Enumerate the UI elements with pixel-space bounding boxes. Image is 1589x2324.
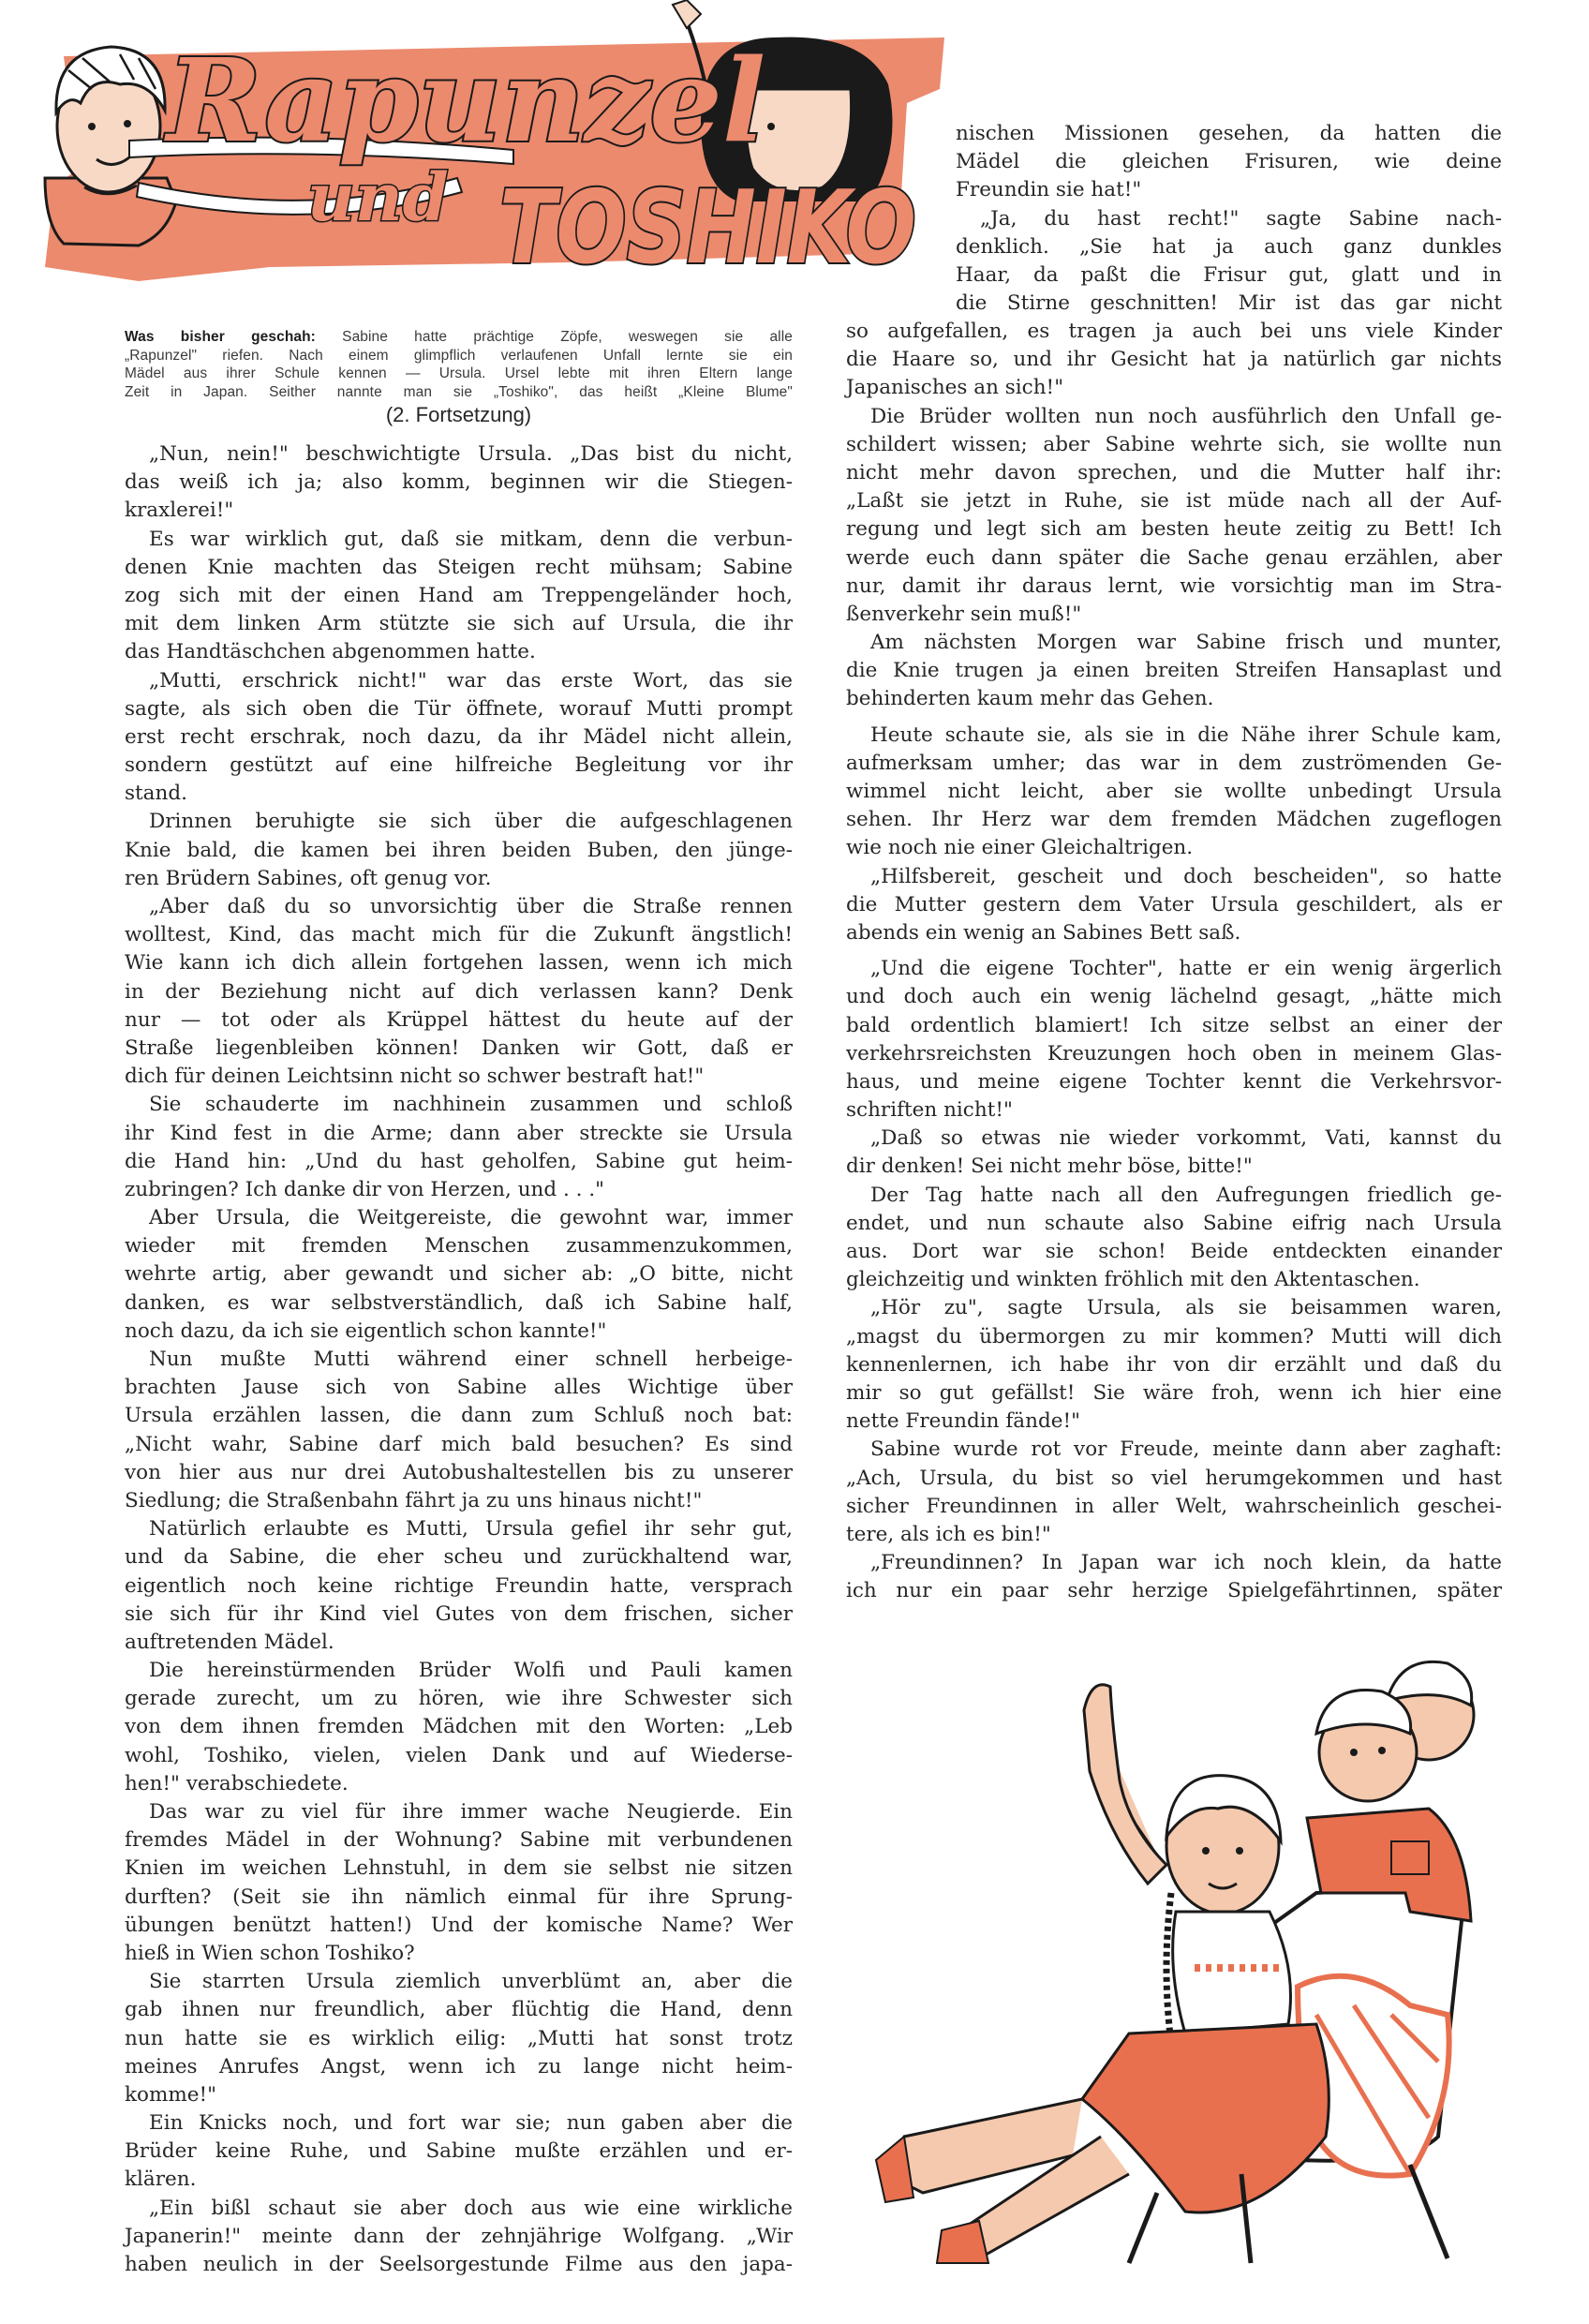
text-line: hieß in Wien schon Toshiko? [125,1941,415,1965]
text-line: ihr Kind fest in die Arme; dann aber streckte sie Ursula [125,1121,793,1145]
text-line: tere, als ich es bin!" [846,1522,1051,1546]
text-line: denklich. „Sie hat ja auch ganz dunkles [956,234,1502,259]
text-line: nur — tot oder als Krüppel hättest du heute auf der [125,1007,793,1032]
text-line: bald ordentlich blamiert! Ich sitze selbst an einer der [846,1013,1502,1037]
text-line: schriften nicht!" [846,1098,1013,1123]
text-line: Heute schaute sie, als sie in die Nähe ihrer Schule kam, [870,723,1502,747]
text-line: Haar, da paßt die Frisur gut, glatt und in [956,262,1502,287]
text-line: „Ja, du hast recht!" sagte Sabine nach- [980,206,1502,231]
text-line: werde euch dann später die Sache genau erzählen, aber [846,545,1502,570]
text-line: „Nun, nein!" beschwichtigte Ursula. „Das bist du nicht, [149,442,793,466]
text-line: sie sich für ihr Kind viel Gutes von dem frischen, sicher [125,1601,793,1626]
text-line: Am nächsten Morgen war Sabine frisch und munter, [870,631,1502,655]
text-line: „Hör zu", sagte Ursula, als sie beisammen waren, [870,1296,1502,1320]
text-line: eigentlich noch keine richtige Freundin hatte, versprach [125,1573,793,1598]
text-line: in der Beziehung nicht auf dich verlassen kann? Denk [125,979,793,1004]
text-line: mir so gut gefällst! Sie wäre froh, wenn ich hier eine [846,1380,1502,1405]
text-line: „Nicht wahr, Sabine darf mich bald besuchen? Es sind [125,1432,793,1456]
header-title-toshiko: TOSHIKO [499,170,916,287]
text-line: gerade zurecht, um zu hören, wie ihre Schwester sich [125,1687,793,1711]
text-line: nischen Missionen gesehen, da hatten die [956,122,1502,145]
text-line: Ursula erzählen lassen, die dann zum Schluß noch bat: [125,1404,793,1428]
text-line: von hier aus nur drei Autobushaltestellen bis zu unserer [125,1460,793,1484]
text-line: „magst du übermorgen zu mir kommen? Mutti will dich [846,1324,1502,1348]
text-line: wimmel nicht leicht, aber sie wollte unbedingt Ursula [846,780,1502,803]
summary-line: Zeit in Japan. Seither nannte man sie „Toshiko", das heißt „Kleine Blume" [125,383,793,400]
text-line: ßenverkehr sein muß!" [846,602,1082,626]
text-line: gleichzeitig und winkten fröhlich mit den Aktentaschen. [846,1268,1420,1292]
text-line: nicht mehr davon sprechen, und die Mutter half ihr: [846,460,1502,484]
text-line: Knie bald, die kamen bei ihren beiden Buben, den jünge- [125,838,793,862]
text-line: erst recht erschrak, noch dazu, da ihr Mädel nicht allein, [125,724,793,749]
text-line: Der Tag hatte nach all den Aufregungen friedlich ge- [870,1183,1502,1207]
text-line: Das war zu viel für ihre immer wache Neugierde. Ein [149,1800,793,1824]
brothers-figures-icon [1307,1661,1474,1921]
text-line: brachten Jause sich von Sabine alles Wichtige über [125,1376,793,1400]
text-line: nun hatte sie es wirklich eilig: „Mutti hat sonst trotz [125,2026,793,2050]
text-line: dir denken! Sei nicht mehr böse, bitte!" [846,1155,1253,1179]
text-line: Die hereinstürmenden Brüder Wolfi und Pauli kamen [149,1659,793,1683]
header-title-und: und [307,158,449,236]
text-line: ich nur ein paar sehr herzige Spielgefährtinnen, später [846,1579,1502,1603]
text-line: noch dazu, da ich sie eigentlich schon kannte!" [125,1318,607,1343]
text-line: „Freundinnen? In Japan war ich noch klein, da hatte [870,1551,1502,1575]
story-summary [125,328,793,401]
text-line: klären. [125,2168,197,2192]
text-line: Sie schauderte im nachhinein zusammen und schloß [149,1093,793,1117]
children-illustration [848,1612,1541,2268]
text-line: Sabine wurde rot vor Freude, meinte dann aber zaghaft: [870,1438,1502,1462]
text-line: die Knie trugen ja einen breiten Streifen Hansaplast und [846,659,1502,683]
text-line: durften? (Seit sie ihn nämlich einmal für ihre Sprung- [125,1885,793,1909]
text-line: nur, damit ihr daraus lernt, wie vorsichtig man im Stra- [846,574,1502,598]
text-line: „Aber daß du so unvorsichtig über die Straße rennen [149,895,793,918]
text-line: sicher Freundinnen in aller Welt, wahrscheinlich geschei- [846,1494,1502,1518]
text-line: Die Brüder wollten nun noch ausführlich den Unfall ge- [870,404,1502,428]
text-line: regung und legt sich am besten heute zeitig zu Bett! Ich [846,517,1502,542]
text-line: sagte, als sich oben die Tür öffnete, worauf Mutti prompt [125,696,793,721]
text-line: die Stirne geschnitten! Mir ist das gar nicht [956,291,1502,316]
text-line: meines Anrufes Angst, wenn ich zu lange nicht heim- [125,2054,793,2078]
text-line: Es war wirklich gut, daß sie mitkam, denn die verbun- [149,527,793,551]
installment-label: (2. Fortsetzung) [385,403,532,426]
text-line: ren Brüdern Sabines, oft genug vor. [125,866,492,890]
text-line: Japanerin!" meinte dann der zehnjährige Wolfgang. „Wir [125,2224,793,2248]
text-line: verkehrsreichsten Kreuzungen hoch oben in meinem Glas- [846,1041,1502,1065]
right-column-top [956,120,1502,318]
text-line: Nun mußte Mutti während einer schnell herbeige- [149,1348,793,1371]
text-line: kraxlerei!" [125,499,234,523]
sabine-figure-icon [876,1685,1329,2263]
text-line: Straße liegenbleiben können! Danken wir Gott, daß er [125,1035,793,1060]
text-line: aus. Dort war sie schon! Beide entdeckten einander [846,1240,1502,1263]
text-line: „Und die eigene Tochter", hatte er ein wenig ärgerlich [870,957,1502,981]
text-line: wohl, Toshiko, vielen, vielen Dank und auf Wiederse- [125,1743,793,1767]
text-line: sehen. Ihr Herz war dem fremden Mädchen zugeflogen [846,808,1502,832]
text-line: Wie kann ich dich allein fortgehen lassen, wenn ich mich [125,951,793,976]
right-column [846,318,1502,1605]
text-line: hen!" verabschiedete. [125,1771,349,1795]
text-line: Sie starrten Ursula ziemlich unverblümt an, aber die [149,1970,793,1994]
text-line: „Ein bißl schaut sie aber doch aus wie eine wirkliche [149,2196,793,2220]
text-line: Knien im weichen Lehnstuhl, in dem sie selbst nie sitzen [125,1856,793,1881]
text-line: und doch auch ein wenig lächelnd gesagt, „hätte mich [846,985,1502,1009]
text-line: haus, und meine eigene Tochter kennt die Verkehrsvor- [846,1069,1502,1094]
text-line: kennenlernen, ich habe ihr von dir erzählt und daß du [846,1352,1502,1377]
text-line: haben neulich in der Seelsorgestunde Filme aus den japa- [125,2253,793,2276]
text-line: nette Freundin fände!" [846,1409,1080,1434]
text-line: stand. [125,782,187,806]
text-line: wieder mit fremden Menschen zusammenzukommen, [125,1234,793,1259]
text-line: so aufgefallen, es tragen ja auch bei uns viele Kinder [846,320,1502,343]
text-line: mit dem linken Arm stützte sie sich auf Ursula, die ihr [125,612,793,636]
text-line: denen Knie machten das Steigen recht mühsam; Sabine [125,555,793,579]
text-line: die Mutter gestern dem Vater Ursula geschildert, als er [846,892,1502,916]
text-line: Freundin sie hat!" [956,178,1142,202]
text-line: Siedlung; die Straßenbahn fährt ja zu uns hinaus nicht!" [125,1488,703,1512]
text-line: „Daß so etwas nie wieder vorkommt, Vati, kannst du [870,1126,1502,1151]
text-line: auftretenden Mädel. [125,1630,334,1654]
text-line: gab ihnen nur freundlich, aber flüchtig die Hand, denn [125,1998,793,2022]
paragraph-gap [846,947,1502,955]
text-line: das Handtäschchen abgenommen hatte. [125,640,536,664]
text-line: „Mutti, erschrick nicht!" war das erste Wort, das sie [149,668,793,693]
text-line: die Hand hin: „Und du hast geholfen, Sabine gut heim- [125,1149,793,1173]
text-line: danken, es war selbstverständlich, daß ich Sabine half, [125,1290,793,1315]
text-line: Mädel die gleichen Frisuren, wie deine [956,150,1502,174]
summary-label: Was bisher geschah: [125,329,316,345]
text-line: wehrte artig, aber gewandt und sicher ab: „O bitte, nicht [125,1262,793,1287]
text-line: wie noch nie einer Gleichaltrigen. [846,836,1194,860]
header-illustration [26,0,926,290]
text-line: Brüder keine Ruhe, und Sabine mußte erzählen und er- [125,2139,793,2164]
text-line: Drinnen beruhigte sie sich über die aufgeschlagenen [149,810,793,834]
text-line: fremdes Mädel in der Wohnung? Sabine mit verbundenen [125,1828,793,1853]
text-line: das weiß ich ja; also komm, beginnen wir die Stiegen- [125,470,793,495]
paragraph-gap [846,714,1502,722]
text-line: behinderten kaum mehr das Gehen. [846,687,1214,711]
text-line: und da Sabine, die eher scheu und zurückhaltend war, [125,1545,793,1570]
text-line: abends ein wenig an Sabines Bett saß. [846,920,1241,945]
text-line: Natürlich erlaubte es Mutti, Ursula gefiel ihr sehr gut, [149,1517,793,1542]
text-line: Ein Knicks noch, und fort war sie; nun gaben aber die [149,2111,793,2136]
text-line: die Haare so, und ihr Gesicht hat ja natürlich gar nichts [846,348,1502,372]
text-line: „Laßt sie jetzt in Ruhe, sie ist müde nach all der Auf- [846,489,1502,514]
text-line: „Hilfsbereit, gescheit und doch bescheiden", so hatte [870,864,1502,888]
text-line: endet, und nun schaute also Sabine eifrig nach Ursula [846,1211,1502,1235]
text-line: zubringen? Ich danke dir von Herzen, und . . ." [125,1177,605,1201]
text-line: „Ach, Ursula, du bist so viel herumgekommen und hast [846,1466,1502,1490]
left-column [125,440,793,2279]
summary-line: Was bisher geschah: Sabine hatte prächtige Zöpfe, weswegen sie alle [125,329,793,345]
text-line: dich für deinen Leichtsinn nicht so schwer bestraft hat!" [125,1065,705,1089]
text-line: von dem ihnen fremden Mädchen mit den Worten: „Leb [125,1715,793,1739]
text-line: zog sich mit der einen Hand am Treppengeländer hoch, [125,583,793,607]
header-title-rapunzel: Rapunzel [167,33,766,168]
text-line: schildert wissen; aber Sabine wehrte sich, sie wollte nun [846,432,1502,456]
text-line: übungen benützt hatten!) Und der komische Name? Wer [125,1913,793,1937]
text-line: aufmerksam umher; das war in dem zuströmenden Ge- [846,751,1502,775]
text-line: Aber Ursula, die Weitgereiste, die gewohnt war, immer [149,1206,793,1230]
text-line: Japanisches an sich!" [846,376,1064,400]
text-line: sondern gestützt auf eine hilfreiche Begleitung vor ihr [125,753,793,778]
summary-line: Mädel aus ihrer Schule kennen — Ursula. Ursel lebte mit ihren Eltern lange [125,365,793,381]
text-line: komme!" [125,2082,216,2107]
summary-line: „Rapunzel" riefen. Nach einem glimpflich verlaufenen Unfall lernte sie ein [125,347,793,364]
text-line: wolltest, Kind, das macht mich für die Zukunft ängstlich! [125,923,793,947]
